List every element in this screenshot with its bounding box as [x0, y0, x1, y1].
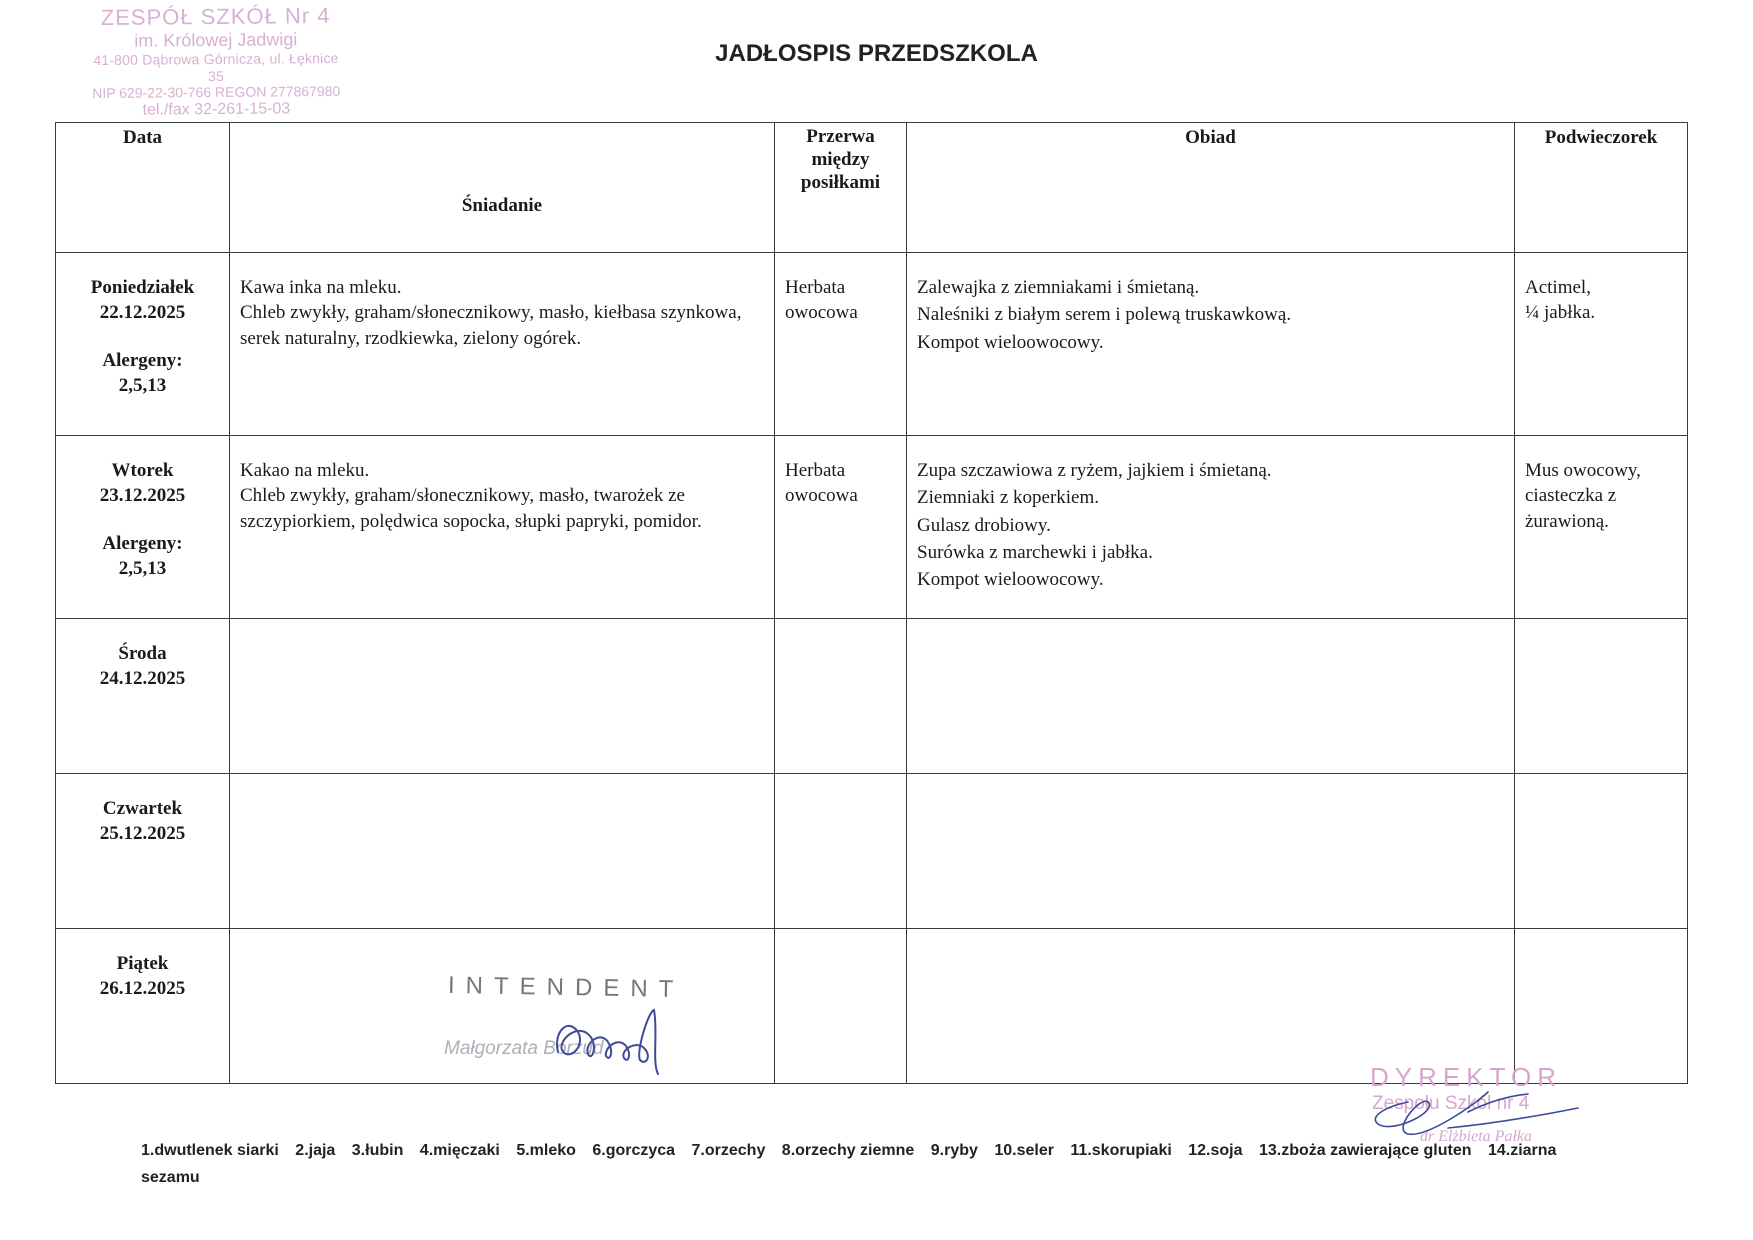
column-header-break-line: Przerwa: [806, 126, 875, 147]
table-row: [56, 619, 1688, 774]
intendent-stamp-name: Małgorzata Borzud: [444, 1038, 604, 1059]
column-header-break-line: posiłkami: [800, 172, 881, 194]
lunch-cell: [907, 929, 1515, 1084]
school-stamp-line4: NIP 629-22-30-766 REGON 277867980: [92, 83, 341, 102]
school-stamp-line1: ZESPÓŁ SZKÓŁ Nr 4: [100, 2, 331, 31]
column-header-break-line: między: [811, 149, 870, 171]
menu-table: [55, 122, 1688, 1084]
table-row: [56, 436, 1688, 619]
day-cell: [56, 253, 230, 436]
legend-item: 7.orzechy: [691, 1142, 766, 1159]
legend-item: 12.soja: [1188, 1142, 1243, 1159]
menu-item: Herbata: [785, 277, 846, 298]
lunch-cell: [907, 774, 1515, 929]
menu-item: Kompot wieloowocowy.: [917, 331, 1104, 353]
legend-item: 13.zboża zawierające gluten: [1258, 1142, 1472, 1159]
menu-item: Zupa szczawiowa z ryżem, jajkiem i śmietaną.: [917, 460, 1272, 481]
school-stamp-line3: 41-800 Dąbrowa Górnicza, ul. Łęknice 35: [93, 50, 339, 84]
legend-item: 14.ziarna sezamu: [141, 1142, 1557, 1186]
menu-item: Ziemniaki z koperkiem.: [917, 487, 1100, 509]
breakfast-cell: [230, 774, 775, 929]
break-cell: [775, 436, 907, 619]
menu-item: Chleb zwykły, graham/słonecznikowy, masło, kiełbasa szynkowa, serek naturalny, rzodkiewka, zielony ogórek.: [240, 302, 742, 349]
allergens-value: 2,5,13: [118, 557, 167, 579]
day-name: Wtorek: [111, 460, 174, 481]
snack-cell: [1515, 929, 1688, 1084]
menu-item: Kakao na mleku.: [240, 460, 370, 481]
menu-item: Actimel,: [1525, 277, 1591, 298]
column-header-snack: Podwieczorek: [1515, 123, 1688, 253]
break-cell: [775, 929, 907, 1084]
table-row: [56, 929, 1688, 1084]
day-name: Środa: [118, 643, 167, 664]
lunch-cell: [907, 619, 1515, 774]
lunch-cell: [907, 436, 1515, 619]
column-header-lunch: Obiad: [907, 123, 1515, 253]
table-row: [56, 774, 1688, 929]
breakfast-cell: [230, 436, 775, 619]
day-cell: [56, 436, 230, 619]
day-name: Czwartek: [102, 798, 183, 819]
day-cell: [56, 619, 230, 774]
legend-item: 3.łubin: [351, 1142, 404, 1159]
break-cell: [775, 619, 907, 774]
breakfast-cell: [230, 253, 775, 436]
director-stamp-title: DYREKTOR: [1370, 1062, 1562, 1092]
allergens-label: Alergeny:: [102, 532, 183, 554]
day-cell: [56, 774, 230, 929]
breakfast-cell: [230, 619, 775, 774]
legend-item: 10.seler: [994, 1142, 1054, 1159]
legend-item: 1.dwutlenek siarki: [141, 1142, 279, 1159]
menu-item: ciasteczka z: [1525, 485, 1617, 507]
menu-item: Naleśniki z białym serem i polewą truskawkową.: [917, 304, 1292, 326]
menu-item: żurawioną.: [1525, 510, 1609, 532]
director-stamp-subtitle: Zespołu Szkół nr 4: [1372, 1093, 1530, 1114]
menu-item: Zalewajka z ziemniakami i śmietaną.: [917, 277, 1200, 298]
director-stamp-name: dr Elżbieta Pałka: [1420, 1128, 1532, 1145]
menu-item: Mus owocowy,: [1525, 460, 1641, 481]
day-date: 23.12.2025: [99, 485, 186, 507]
day-cell: [56, 929, 230, 1084]
breakfast-cell: [230, 929, 775, 1084]
menu-item: Gulasz drobiowy.: [917, 514, 1051, 536]
snack-cell: [1515, 774, 1688, 929]
legend-item: 8.orzechy ziemne: [781, 1142, 915, 1159]
legend-item: 11.skorupiaki: [1070, 1142, 1172, 1159]
break-cell: [775, 253, 907, 436]
menu-item: Kompot wieloowocowy.: [917, 569, 1104, 591]
menu-item: owocowa: [785, 485, 858, 507]
signature-icon: [548, 1002, 678, 1082]
school-stamp-line2: im. Królowej Jadwigi: [134, 29, 298, 51]
day-date: 24.12.2025: [99, 668, 186, 690]
legend-item: 4.mięczaki: [419, 1142, 500, 1159]
allergens-label: Alergeny:: [102, 349, 183, 371]
table-row: [56, 253, 1688, 436]
snack-cell: [1515, 253, 1688, 436]
snack-cell: [1515, 619, 1688, 774]
menu-item: Surówka z marchewki i jabłka.: [917, 541, 1153, 563]
legend-item: 6.gorczyca: [592, 1142, 676, 1159]
table-header-row: [56, 123, 1688, 253]
legend-item: 9.ryby: [930, 1142, 978, 1159]
snack-cell: [1515, 436, 1688, 619]
day-date: 25.12.2025: [99, 823, 186, 845]
page-title: JADŁOSPIS PRZEDSZKOLA: [715, 40, 1038, 67]
day-date: 26.12.2025: [99, 978, 186, 1000]
legend-item: 5.mleko: [516, 1142, 576, 1159]
intendent-stamp-title: INTENDENT: [447, 971, 685, 1004]
column-header-break: [775, 123, 907, 253]
menu-item: Kawa inka na mleku.: [240, 277, 402, 298]
legend-item: 2.jaja: [295, 1142, 336, 1159]
column-header-date: Data: [56, 123, 230, 253]
day-name: Piątek: [116, 953, 169, 974]
school-stamp-line5: tel./fax 32-261-15-03: [142, 100, 291, 119]
lunch-cell: [907, 253, 1515, 436]
day-date: 22.12.2025: [99, 302, 186, 324]
menu-item: owocowa: [785, 302, 858, 324]
day-name: Poniedziałek: [90, 277, 195, 298]
menu-item: ¼ jabłka.: [1525, 302, 1596, 324]
allergen-legend: [141, 1138, 1571, 1192]
menu-item: Herbata: [785, 460, 846, 481]
menu-item: Chleb zwykły, graham/słonecznikowy, masło, twarożek ze szczypiorkiem, polędwica sopocka, słupki papryki, pomidor.: [240, 485, 702, 532]
allergens-value: 2,5,13: [118, 374, 167, 396]
break-cell: [775, 774, 907, 929]
column-header-breakfast: Śniadanie: [230, 123, 775, 253]
